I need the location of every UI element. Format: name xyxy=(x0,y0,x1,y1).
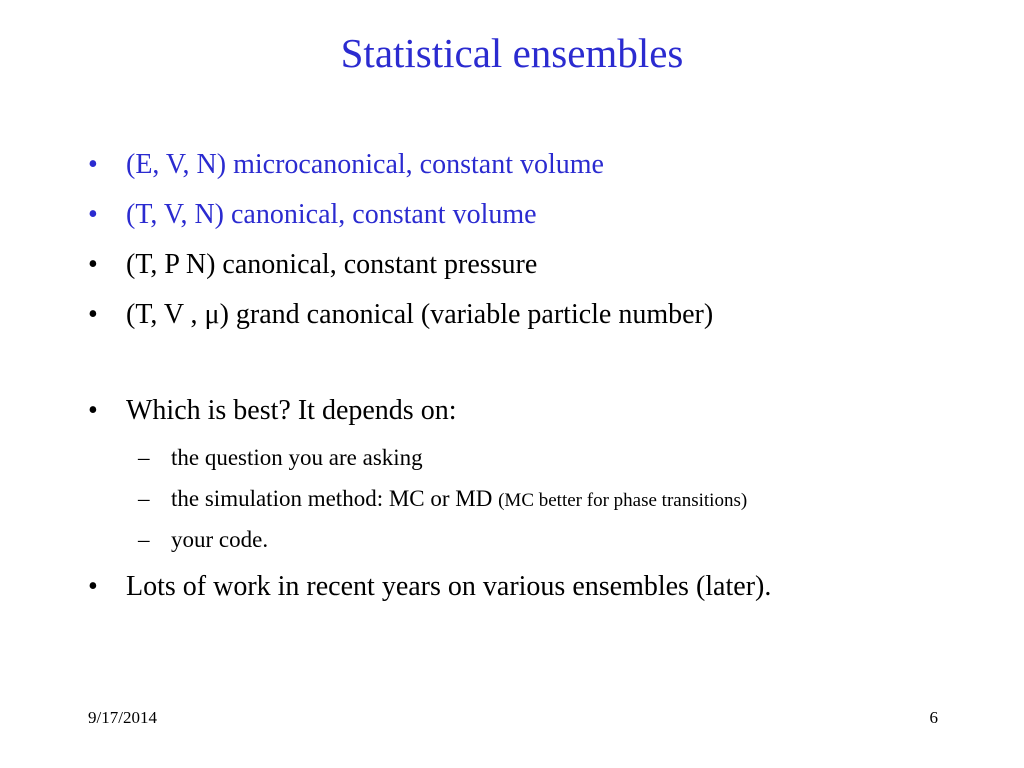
subbullet-marker: – xyxy=(138,527,150,552)
subbullet-text: your code. xyxy=(171,527,269,552)
subbullet-simulation-method xyxy=(88,485,988,526)
spacer xyxy=(88,348,988,394)
bullet-grand-canonical xyxy=(88,298,988,348)
subbullet-code xyxy=(88,526,988,570)
subbullet-question xyxy=(88,444,988,485)
bullet-text: (T, V, N) canonical, constant volume xyxy=(126,199,537,230)
subbullet-text: the simulation method: MC or MD xyxy=(171,486,493,511)
bullet-text: (T, V , μ) grand canonical (variable particle number) xyxy=(126,299,714,330)
bullet-marker: • xyxy=(88,249,98,280)
subbullet-marker: – xyxy=(138,486,150,511)
bullet-which-is-best xyxy=(88,394,988,444)
bullet-canonical-pressure xyxy=(88,248,988,298)
subbullet-marker: – xyxy=(138,445,150,470)
bullet-marker: • xyxy=(88,395,98,426)
bullet-text: Lots of work in recent years on various ensembles (later). xyxy=(126,571,772,602)
bullet-text: (E, V, N) microcanonical, constant volume xyxy=(126,149,604,180)
bullet-marker: • xyxy=(88,299,98,330)
bullet-canonical-volume xyxy=(88,198,988,248)
bullet-lots-of-work xyxy=(88,570,988,620)
slide-title: Statistical ensembles xyxy=(340,30,684,76)
bullet-microcanonical xyxy=(88,148,988,198)
subbullet-note: (MC better for phase transitions) xyxy=(498,490,748,511)
bullet-marker: • xyxy=(88,199,98,230)
page-number: 6 xyxy=(929,708,938,727)
subbullet-text: the question you are asking xyxy=(171,445,423,470)
bullet-marker: • xyxy=(88,571,98,602)
bullet-text: Which is best? It depends on: xyxy=(126,395,457,426)
bullet-text: (T, P N) canonical, constant pressure xyxy=(126,249,538,280)
bullet-list xyxy=(88,148,988,620)
bullet-marker: • xyxy=(88,149,98,180)
footer-date: 9/17/2014 xyxy=(88,708,157,727)
